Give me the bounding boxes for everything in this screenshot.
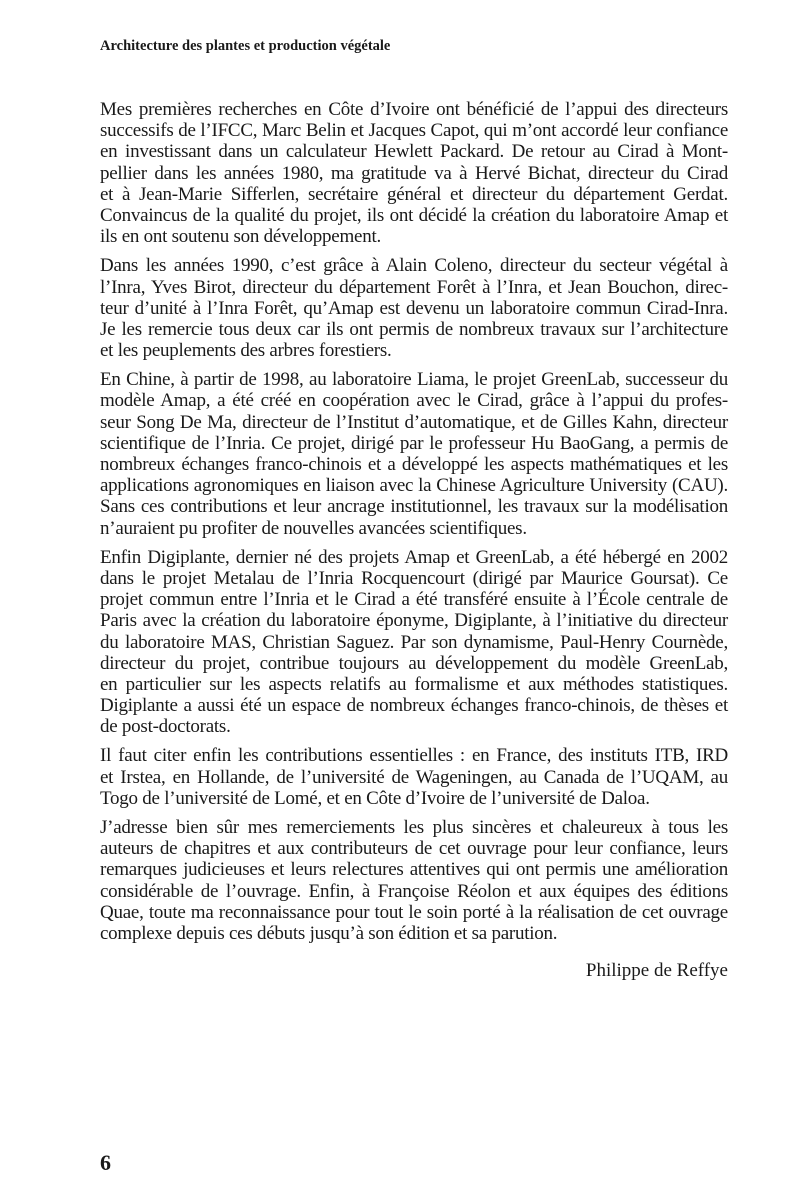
- text-line: Quae, toute ma reconnaissance pour tout le soin porté à la réalisation de cet ouvrage: [100, 901, 728, 923]
- text-line: Mes premières recherches en Côte d’Ivoire ont bénéficié de l’appui des directeurs: [100, 99, 728, 120]
- text-line: En Chine, à partir de 1998, au laboratoire Liama, le projet GreenLab, successeur du: [100, 369, 728, 391]
- signature: Philippe de Reffye: [585, 960, 728, 981]
- text-line: Il faut citer enfin les contributions essentielles : en France, des instituts ITB, IRD: [100, 745, 728, 767]
- text-line: Dans les années 1990, c’est grâce à Alain Coleno, directeur du secteur végétal à: [100, 255, 728, 277]
- text-line: Convaincus de la qualité du projet, ils ont décidé la création du laboratoire Amap et: [100, 204, 728, 226]
- text-line: nombreux échanges franco-chinois et a développé les aspects mathématiques et les: [100, 454, 728, 475]
- text-line: pellier dans les années 1980, ma gratitude va à Hervé Bichat, directeur du Cirad: [100, 162, 728, 184]
- text-line: modèle Amap, a été créé en coopération avec le Cirad, grâce à l’appui du profes-: [100, 390, 728, 412]
- paragraph: [100, 817, 728, 944]
- paragraph: [100, 255, 728, 361]
- text-line: et les peuplements des arbres forestiers.: [100, 340, 392, 362]
- text-line: applications agronomiques en liaison avec la Chinese Agriculture University (CAU).: [100, 475, 728, 497]
- text-line: Enfin Digiplante, dernier né des projets Amap et GreenLab, a été hébergé en 2002: [100, 546, 728, 568]
- text-line: l’Inra, Yves Birot, directeur du département Forêt à l’Inra, et Jean Bouchon, direc-: [100, 276, 728, 298]
- text-line: n’auraient pu profiter de nouvelles avancées scientifiques.: [100, 517, 527, 539]
- text-line: seur Song De Ma, directeur de l’Institut d’automatique, et de Gilles Kahn, directeur: [100, 411, 728, 433]
- paragraph: [100, 745, 728, 809]
- text-line: teur d’unité à l’Inra Forêt, qu’Amap est devenu un laboratoire commun Cirad-Inra.: [100, 297, 728, 319]
- text-line: Je les remercie tous deux car ils ont permis de nombreux travaux sur l’architecture: [100, 318, 728, 340]
- text-line: de post-doctorats.: [100, 716, 231, 738]
- paragraph: [100, 547, 728, 738]
- text-line: scientifique de l’Inria. Ce projet, dirigé par le professeur Hu BaoGang, a permis de: [100, 432, 728, 454]
- paragraph: [100, 99, 728, 247]
- text-line: en investissant dans un calculateur Hewlett Packard. De retour au Cirad à Mont-: [100, 141, 728, 163]
- text-line: considérable de l’ouvrage. Enfin, à Françoise Réolon et aux équipes des éditions: [100, 880, 728, 902]
- text-line: remarques judicieuses et leurs relectures attentives qui ont permis une amélioration: [100, 859, 728, 881]
- text-line: ils en ont soutenu son développement.: [100, 226, 381, 248]
- text-line: et Irstea, en Hollande, de l’université de Wageningen, au Canada de l’UQAM, au: [100, 766, 728, 788]
- text-line: successifs de l’IFCC, Marc Belin et Jacques Capot, qui m’ont accordé leur confiance: [100, 120, 728, 142]
- text-line: J’adresse bien sûr mes remerciements les plus sincères et chaleureux à tous les: [100, 817, 728, 838]
- paragraph: [100, 369, 728, 539]
- text-line: du laboratoire MAS, Christian Saguez. Par son dynamisme, Paul-Henry Cournède,: [100, 631, 728, 653]
- text-line: et à Jean-Marie Sifferlen, secrétaire général et directeur du département Gerdat.: [100, 183, 728, 205]
- text-line: en particulier sur les aspects relatifs au formalisme et aux méthodes statistiques.: [100, 673, 728, 695]
- body-text: [100, 99, 728, 952]
- text-line: Togo de l’université de Lomé, et en Côte d’Ivoire de l’université de Daloa.: [100, 787, 650, 809]
- text-line: Paris avec la création du laboratoire éponyme, Digiplante, à l’initiative du directeur: [100, 610, 728, 632]
- text-line: dans le projet Metalau de l’Inria Rocquencourt (dirigé par Maurice Goursat). Ce: [100, 567, 728, 589]
- text-line: directeur du projet, contribue toujours au développement du modèle GreenLab,: [100, 652, 728, 674]
- page-number: 6: [100, 1150, 111, 1175]
- text-line: complexe depuis ces débuts jusqu’à son édition et sa parution.: [100, 922, 558, 944]
- text-line: Sans ces contributions et leur ancrage institutionnel, les travaux sur la modélisation: [100, 496, 728, 518]
- text-line: auteurs de chapitres et aux contributeurs de cet ouvrage pour leur confiance, leurs: [100, 838, 728, 860]
- text-line: projet commun entre l’Inria et le Cirad a été transféré ensuite à l’École centrale de: [100, 589, 728, 611]
- running-header: Architecture des plantes et production végétale: [100, 38, 391, 54]
- text-line: Digiplante a aussi été un espace de nombreux échanges franco-chinois, de thèses et: [100, 695, 728, 717]
